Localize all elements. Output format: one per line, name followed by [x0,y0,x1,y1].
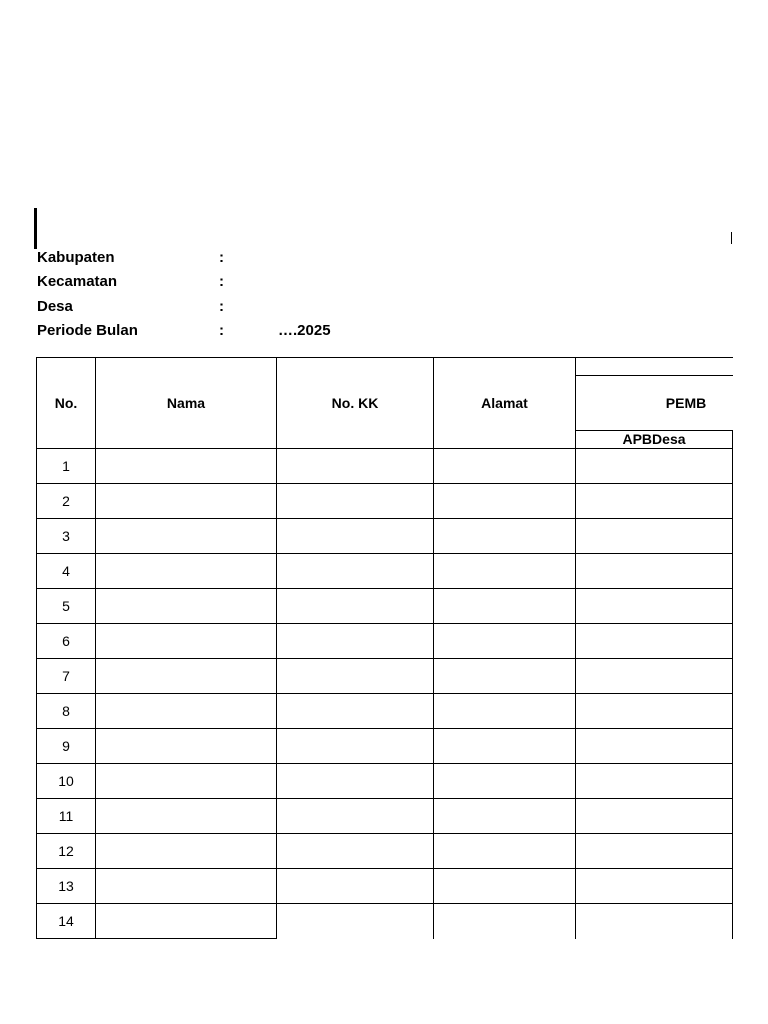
col-header-no: No. [37,358,96,449]
cell-nama[interactable] [96,694,277,729]
cell-no-kk[interactable] [277,519,434,554]
row-number: 3 [37,519,96,554]
col-header-group: PEMB [576,376,734,431]
cell-nama[interactable] [96,554,277,589]
table-row [37,484,734,519]
table-row [37,834,734,869]
table-row [37,624,734,659]
row-number: 4 [37,554,96,589]
cell-no-kk[interactable] [277,659,434,694]
row-number: 1 [37,449,96,484]
cell-nama[interactable] [96,729,277,764]
cell-nama[interactable] [96,659,277,694]
cell-next[interactable] [733,519,734,554]
cell-no-kk[interactable] [277,554,434,589]
data-table [36,357,733,939]
table-row [37,764,734,799]
cell-alamat[interactable] [434,834,576,869]
cell-no-kk[interactable] [277,834,434,869]
cell-next[interactable] [733,449,734,484]
meta-label: Kecamatan [37,273,118,291]
meta-colon: : [219,297,224,315]
row-number: 8 [37,694,96,729]
cell-next[interactable] [733,904,734,939]
col-header-next [733,430,734,448]
cell-no-kk[interactable] [277,449,434,484]
cell-apbdesa[interactable] [576,554,733,589]
cell-no-kk[interactable] [277,869,434,904]
cell-apbdesa[interactable] [576,799,733,834]
cell-apbdesa[interactable] [576,729,733,764]
cell-nama[interactable] [96,589,277,624]
cell-alamat[interactable] [434,904,576,939]
cell-no-kk[interactable] [277,484,434,519]
cell-apbdesa[interactable] [576,659,733,694]
table-row [37,729,734,764]
cell-next[interactable] [733,869,734,904]
cell-alamat[interactable] [434,764,576,799]
row-number: 9 [37,729,96,764]
cell-alamat[interactable] [434,589,576,624]
cell-alamat[interactable] [434,449,576,484]
cell-alamat[interactable] [434,694,576,729]
col-header-alamat: Alamat [434,358,576,449]
row-number: 2 [37,484,96,519]
table-row [37,519,734,554]
table-row [37,869,734,904]
cell-apbdesa[interactable] [576,484,733,519]
cell-next[interactable] [733,484,734,519]
meta-colon: : [219,273,224,291]
col-header-apbdesa: APBDesa [576,430,733,448]
cell-no-kk[interactable] [277,624,434,659]
meta-label: Kabupaten [37,249,115,266]
cell-next[interactable] [733,659,734,694]
cell-apbdesa[interactable] [576,589,733,624]
meta-colon: : [219,321,224,339]
cell-next[interactable] [733,589,734,624]
cell-alamat[interactable] [434,554,576,589]
cell-apbdesa[interactable] [576,519,733,554]
cell-apbdesa[interactable] [576,624,733,659]
col-header-nama: Nama [96,358,277,449]
cell-alamat[interactable] [434,624,576,659]
cell-nama[interactable] [96,624,277,659]
periode-value: ….2025 [278,321,331,339]
cell-apbdesa[interactable] [576,904,733,939]
cell-no-kk[interactable] [277,729,434,764]
table-row [37,659,734,694]
col-header-no-kk: No. KK [277,358,434,449]
cell-alamat[interactable] [434,484,576,519]
cell-no-kk[interactable] [277,694,434,729]
cell-alamat[interactable] [434,519,576,554]
row-number: 14 [37,904,96,939]
table-row [37,694,734,729]
table-row [37,554,734,589]
cell-nama[interactable] [96,449,277,484]
meta-colon: : [219,249,224,266]
cell-next[interactable] [733,799,734,834]
cell-next[interactable] [733,554,734,589]
cell-no-kk[interactable] [277,764,434,799]
cell-alamat[interactable] [434,869,576,904]
data-table-viewport [36,357,733,939]
cell-alamat[interactable] [434,729,576,764]
cell-nama[interactable] [96,869,277,904]
cell-nama[interactable] [96,904,277,939]
cell-nama[interactable] [96,484,277,519]
row-number: 13 [37,869,96,904]
row-number: 7 [37,659,96,694]
row-number: 11 [37,799,96,834]
cell-next[interactable] [733,764,734,799]
table-row [37,589,734,624]
cell-next[interactable] [733,729,734,764]
cell-alamat[interactable] [434,799,576,834]
cell-apbdesa[interactable] [576,764,733,799]
col-header-blank [576,358,734,376]
cell-no-kk[interactable] [277,799,434,834]
table-row [37,904,734,939]
cell-next[interactable] [733,624,734,659]
cell-nama[interactable] [96,519,277,554]
cell-apbdesa[interactable] [576,449,733,484]
table-row [37,799,734,834]
row-number: 10 [37,764,96,799]
meta-label: Periode Bulan [37,321,138,339]
cell-apbdesa[interactable] [576,834,733,869]
row-number: 6 [37,624,96,659]
cell-apbdesa[interactable] [576,869,733,904]
table-row [37,449,734,484]
cell-apbdesa[interactable] [576,694,733,729]
row-number: 5 [37,589,96,624]
text-cursor [34,208,37,249]
cell-nama[interactable] [96,834,277,869]
row-number: 12 [37,834,96,869]
cell-no-kk[interactable] [277,589,434,624]
cell-nama[interactable] [96,764,277,799]
cell-next[interactable] [733,834,734,869]
meta-label: Desa [37,297,73,315]
cell-no-kk[interactable] [277,904,434,939]
cell-nama[interactable] [96,799,277,834]
cell-alamat[interactable] [434,659,576,694]
cell-next[interactable] [733,694,734,729]
edge-mark [731,232,732,244]
